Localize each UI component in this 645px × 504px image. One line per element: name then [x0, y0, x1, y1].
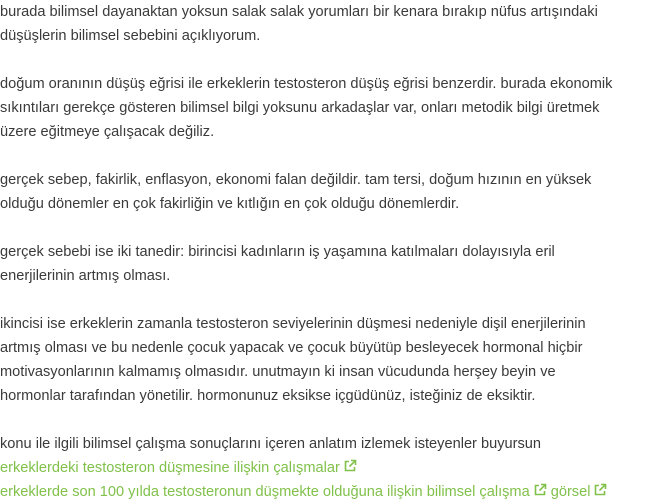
- link-testosterone-studies[interactable]: [0, 460, 357, 476]
- link-line: [0, 456, 640, 480]
- paragraph-1: [0, 0, 640, 48]
- link-100-year-study[interactable]: [0, 484, 547, 500]
- text-line: ikincisi ise erkeklerin zamanla testosteron seviyelerinin düşmesi nedeniyle dişil enerjilerinin: [0, 316, 586, 332]
- paragraph-4: [0, 240, 640, 288]
- text-line: sıkıntıları gerekçe gösteren bilimsel bilgi yoksunu arkadaşlar var, onları metodik bilgi üretmek: [0, 100, 600, 116]
- link-label: erkeklerde son 100 yılda testosteronun düşmekte olduğuna ilişkin bilimsel çalışma: [0, 484, 530, 500]
- paragraph-2: [0, 72, 640, 144]
- link-visual[interactable]: [551, 484, 608, 500]
- text-line: gerçek sebep, fakirlik, enflasyon, ekonomi falan değildir. tam tersi, doğum hızının en yüksek: [0, 172, 592, 188]
- text-line: gerçek sebebi ise iki tanedir: birincisi kadınların iş yaşamına katılmaları dolayısıyla eril: [0, 244, 555, 260]
- link-label: görsel: [550, 484, 591, 500]
- paragraph-3: [0, 168, 640, 216]
- closing-intro: konu ile ilgili bilimsel çalışma sonuçlarını içeren anlatım izlemek isteyenler buyursun: [0, 436, 542, 452]
- text-line: motivasyonlarının kalmamış olmasıdır. unutmayın ki insan vücudunda herşey beyin ve: [0, 364, 556, 380]
- text-line: burada bilimsel dayanaktan yoksun salak salak yorumları bir kenara bırakıp nüfus artışındaki: [0, 4, 598, 20]
- text-line: üzere eğitmeye çalışacak değiliz.: [0, 124, 215, 140]
- paragraph-5: [0, 312, 640, 408]
- external-link-icon: [343, 459, 357, 473]
- text-line: artmış olması ve bu nedenle çocuk yapacak ve çocuk büyütüp besleyecek hormonal hiçbir: [0, 340, 583, 356]
- text-line: hormonlar tarafından yönetilir. hormonunuz eksikse içgüdünüz, isteğiniz de eksiktir.: [0, 388, 536, 404]
- link-line: [0, 480, 640, 504]
- text-line: düşüşlerin bilimsel sebebini açıklıyorum.: [0, 28, 261, 44]
- text-line: doğum oranının düşüş eğrisi ile erkeklerin testosteron düşüş eğrisi benzerdir. burada ekonomik: [0, 76, 613, 92]
- link-label: erkeklerdeki testosteron düşmesine ilişkin çalışmalar: [0, 460, 340, 476]
- external-link-icon: [533, 483, 547, 497]
- text-line: olduğu dönemler en çok fakirliğin ve kıtlığın en çok olduğu dönemlerdir.: [0, 196, 460, 212]
- paragraph-links: [0, 432, 640, 504]
- text-line: enerjilerinin artmış olması.: [0, 268, 171, 284]
- external-link-icon: [593, 483, 607, 497]
